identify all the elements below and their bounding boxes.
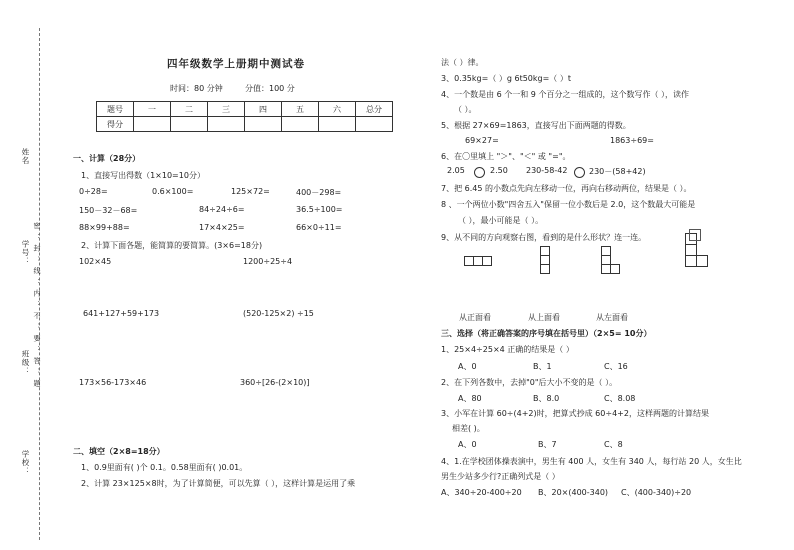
score-cell: 四	[245, 102, 282, 117]
question-text: 1、25×4÷25×4 正确的结果是（ ）	[441, 345, 574, 354]
calc-item: (520-125×2) ÷15	[243, 309, 314, 318]
question-text: 3、0.35kg=（ ）g 6t50kg=（ ）t	[441, 74, 571, 83]
section-1-title: 一、计算（28分）	[73, 154, 141, 163]
section-3-title: 三、选择（将正确答案的序号填在括号里）（2×5= 10分）	[441, 329, 652, 338]
score-input-cell[interactable]	[134, 117, 171, 132]
choice-option[interactable]: C、8.08	[604, 394, 636, 403]
compare-value: 230-58-42	[526, 166, 568, 175]
section-2-title: 二、填空（2×8=18分）	[73, 447, 165, 456]
choice-option[interactable]: C、(400-340)÷20	[621, 488, 692, 497]
question-text: 2、计算 23×125×8时，为了计算简便，可以先算（ ），这样计算是运用了乘	[81, 479, 356, 488]
compare-circle[interactable]	[474, 167, 485, 178]
question-text: 69×27=	[465, 136, 499, 145]
seal-line-text: 密 ： 封 ： 线 ： 内 ： 不 ： 要 ： 答 ： 题	[33, 222, 41, 388]
mental-math-item: 17×4×25=	[199, 223, 245, 232]
question-text: 1、直接写出得数（1×10=10分）	[81, 171, 205, 180]
choice-option[interactable]: C、16	[604, 362, 628, 371]
compare-value: 230－(58+42)	[589, 167, 646, 176]
mental-math-item: 66×0÷11=	[296, 223, 342, 232]
question-text: （ ），最小可能是（ ）。	[458, 216, 544, 225]
choice-option[interactable]: A、340÷20-400÷20	[441, 488, 522, 497]
question-text: 9、从不同的方向观察右图，看到的是什么形状？连一连。	[441, 233, 647, 242]
choice-option[interactable]: A、80	[458, 394, 482, 403]
school-label: 学校：	[21, 450, 30, 476]
score-cell: 五	[282, 102, 319, 117]
calc-item: 641+127+59+173	[83, 309, 160, 318]
score-input-cell[interactable]	[245, 117, 282, 132]
mental-math-item: 88×99+88=	[79, 223, 130, 232]
class-label: 班级：	[21, 350, 30, 376]
score-cell: 得分	[97, 117, 134, 132]
question-text: 3、小军在计算 60÷(4+2)时，把算式抄成 60÷4+2，这样两题的计算结果	[441, 409, 709, 418]
student-id-label: 学号：	[21, 240, 30, 266]
choice-option[interactable]: A、0	[458, 362, 477, 371]
question-text: 2、计算下面各题，能简算的要简算。(3×6=18分)	[81, 241, 263, 250]
exam-score: 分值：100 分	[245, 84, 295, 93]
compare-circle[interactable]	[574, 167, 585, 178]
view-label-top: 从上面看	[528, 313, 560, 322]
exam-time: 时间：80 分钟	[170, 84, 223, 93]
calc-item: 173×56-173×46	[79, 378, 147, 387]
score-input-cell[interactable]	[319, 117, 356, 132]
mental-math-item: 400－298=	[296, 188, 342, 197]
choice-option[interactable]: A、0	[458, 440, 477, 449]
question-text: 法（ ）律。	[441, 58, 484, 67]
question-text: 8 、一个两位小数"四舍五入"保留一位小数后是 2.0，这个数最大可能是	[441, 200, 696, 209]
score-cell: 六	[319, 102, 356, 117]
choice-option[interactable]: B、8.0	[533, 394, 560, 403]
compare-value: 2.05	[447, 166, 465, 175]
choice-option[interactable]: B、20×(400-340)	[538, 488, 609, 497]
question-text: 1、0.9里面有( )个 0.1。0.58里面有( )0.01。	[81, 463, 248, 472]
score-cell: 总分	[356, 102, 393, 117]
choice-option[interactable]: B、7	[538, 440, 557, 449]
score-input-cell[interactable]	[356, 117, 393, 132]
calc-item: 1200÷25÷4	[243, 257, 293, 266]
mental-math-item: 84÷24÷6=	[199, 205, 245, 214]
question-text: 7、把 6.45 的小数点先向左移动一位，再向右移动两位，结果是（ ）。	[441, 184, 692, 193]
calc-item: 360÷[26-(2×10)]	[240, 378, 310, 387]
question-text: （ ）。	[454, 105, 477, 114]
choice-option[interactable]: B、1	[533, 362, 552, 371]
score-input-cell[interactable]	[171, 117, 208, 132]
score-cell: 二	[171, 102, 208, 117]
view-label-front: 从正面看	[459, 313, 491, 322]
compare-value: 2.50	[490, 166, 508, 175]
mental-math-item: 150－32－68=	[79, 206, 138, 215]
question-text: 2、在下列各数中，去掉"0"后大小不变的是（ ）。	[441, 378, 618, 387]
choice-option[interactable]: C、8	[604, 440, 623, 449]
question-text: 男生少站多少行?正确列式是（ ）	[441, 472, 560, 481]
question-text: 4、1.在学校团体操表演中，男生有 400 人，女生有 340 人，每行站 20 人，女生比	[441, 457, 742, 466]
score-table	[96, 101, 393, 132]
score-cell: 题号	[97, 102, 134, 117]
mental-math-item: 0÷28=	[79, 187, 108, 196]
score-cell: 三	[208, 102, 245, 117]
mental-math-item: 0.6×100=	[152, 187, 194, 196]
mental-math-item: 125×72=	[231, 187, 270, 196]
question-text: 6、在〇里填上 "＞"、"＜" 或 "="。	[441, 152, 571, 161]
page-title: 四年级数学上册期中测试卷	[167, 58, 305, 70]
view-label-left: 从左面看	[596, 313, 628, 322]
score-table-header-row	[97, 102, 393, 117]
calc-item: 102×45	[79, 257, 112, 266]
mental-math-item: 36.5÷100=	[296, 205, 343, 214]
score-table-score-row	[97, 117, 393, 132]
question-text: 1863÷69=	[610, 136, 654, 145]
question-text: 相差( )。	[452, 424, 485, 433]
score-input-cell[interactable]	[282, 117, 319, 132]
question-text: 4、一个数是由 6 个一和 9 个百分之一组成的，这个数写作（ ），读作	[441, 90, 689, 99]
question-text: 5、根据 27×69=1863，直接写出下面两题的得数。	[441, 121, 631, 130]
score-cell: 一	[134, 102, 171, 117]
score-input-cell[interactable]	[208, 117, 245, 132]
name-label: 姓名	[21, 148, 30, 165]
